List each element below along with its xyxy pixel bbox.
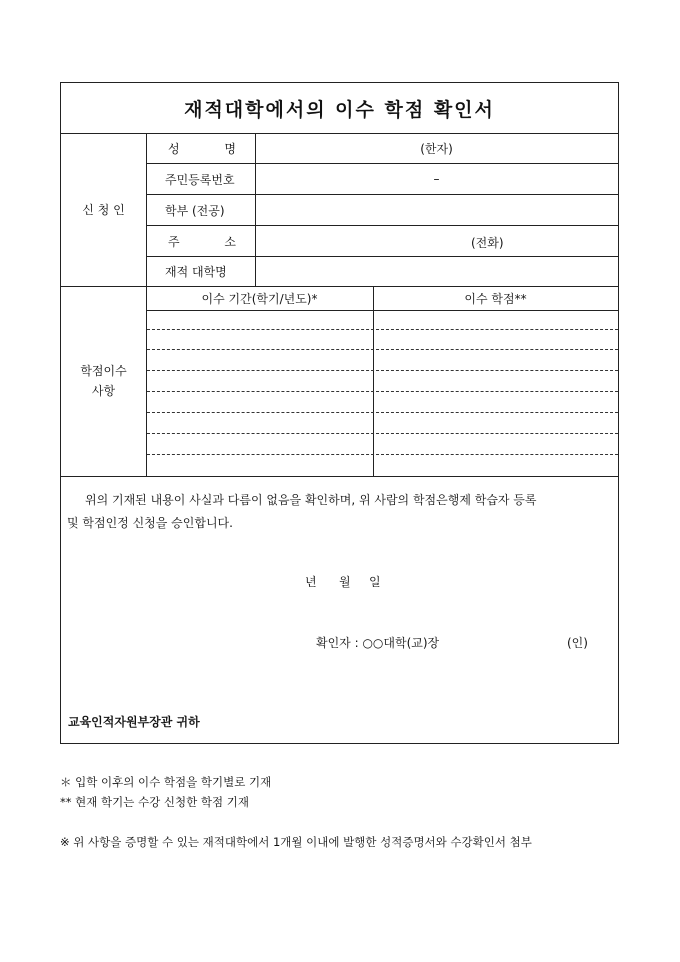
date-year: 년 [305,575,317,589]
table-row [147,370,618,371]
table-row [147,412,618,413]
divider [61,476,618,477]
date-day: 일 [369,575,381,589]
seal-mark: (인) [567,636,588,650]
address-label-part: 소 [224,234,236,249]
name-label [168,133,236,163]
dept-field[interactable] [255,195,618,225]
address-label [168,226,236,256]
rrn-label: 주민등록번호 [165,172,235,187]
table-row [147,454,618,455]
phone-hint: (전화) [471,236,504,250]
credits-section-label [61,286,146,476]
university-field[interactable] [255,257,618,286]
rrn-value: – [433,172,440,186]
address-field[interactable] [255,226,618,256]
confirmer: 확인자 : ○○대학(교)장 [316,636,440,650]
name-label-part: 명 [224,141,236,156]
dept-label: 학부 (전공) [165,203,225,218]
table-row [147,349,618,350]
name-field[interactable] [255,133,618,163]
date-month: 월 [339,575,351,589]
declaration-line-2: 및 학점인정 신청을 승인합니다. [67,516,233,530]
name-hint: (한자) [420,141,453,156]
rrn-field[interactable] [255,164,618,194]
note-2: ** 현재 학기는 수강 신청한 학점 기재 [60,795,249,809]
note-1: ＊ 입학 이후의 이수 학점을 학기별로 기재 [60,775,272,789]
table-row [147,329,618,330]
certificate-form [60,82,619,744]
divider [146,286,147,476]
table-row [147,391,618,392]
divider [373,286,374,476]
name-label-part: 성 [168,141,180,156]
note-3: ※ 위 사항을 증명할 수 있는 재적대학에서 1개월 이내에 발행한 성적증명서와 수강확인서 첨부 [60,835,532,849]
credits-label-line: 학점이수 [80,364,127,378]
university-label: 재적 대학명 [165,265,227,279]
credits-label-line: 사항 [91,384,116,398]
form-title: 재적대학에서의 이수 학점 확인서 [61,83,618,134]
credits-column-header: 이수 학점** [464,291,527,306]
divider [146,133,147,286]
declaration-line-1: 위의 기재된 내용이 사실과 다름이 없음을 확인하며, 위 사람의 학점은행제 학습자 등록 [85,493,537,507]
period-column-header: 이수 기간(학기/년도)* [201,291,318,306]
addressee: 교육인적자원부장관 귀하 [68,715,200,729]
table-row [147,433,618,434]
divider [146,310,618,311]
address-label-part: 주 [168,234,180,249]
applicant-section-label: 신 청 인 [82,203,125,217]
